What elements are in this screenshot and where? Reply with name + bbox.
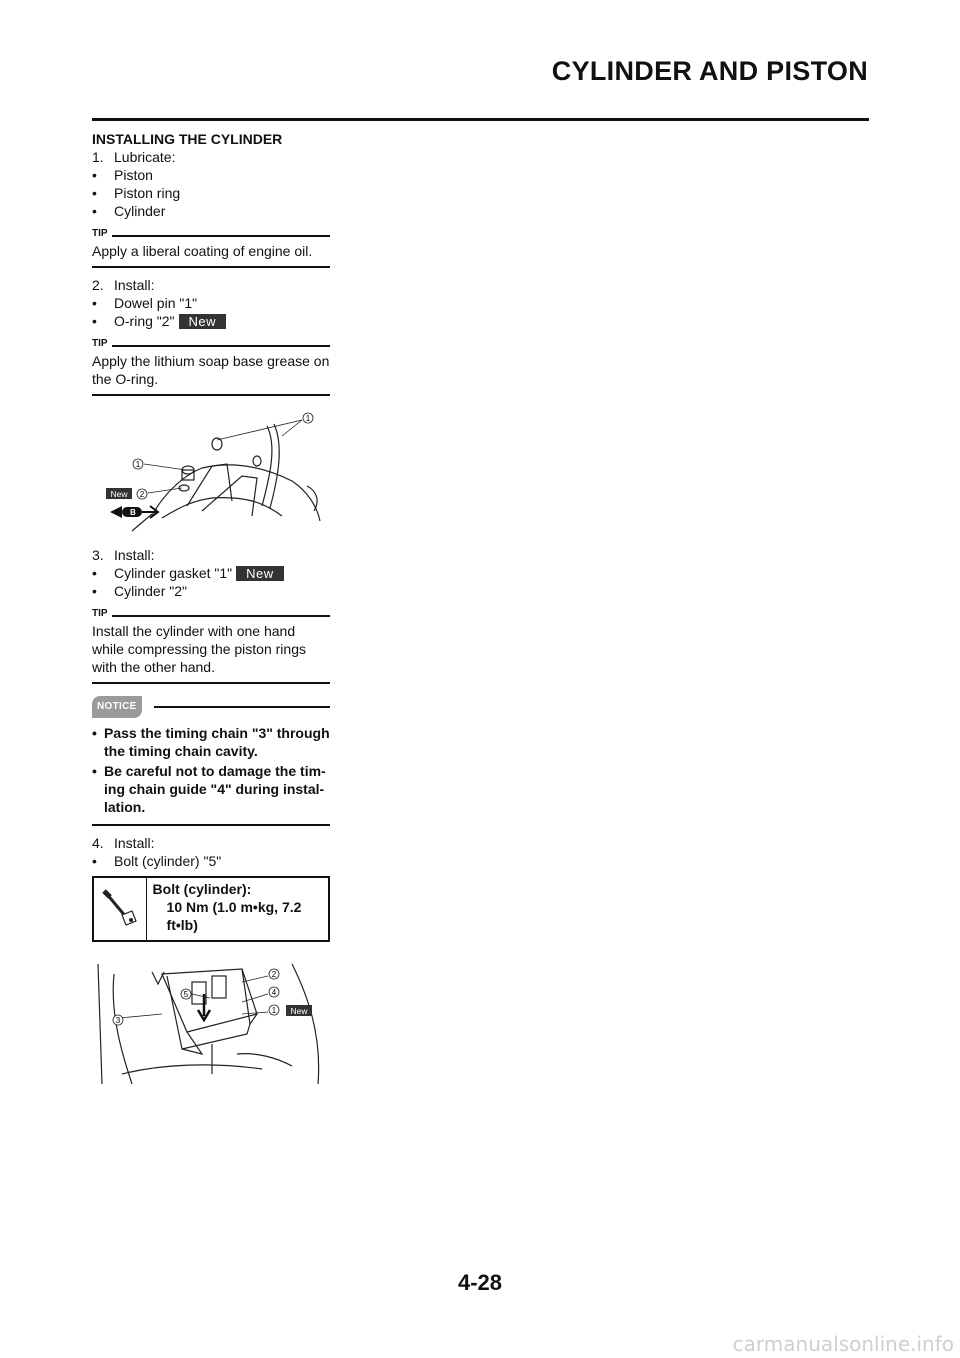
callout-1 bbox=[269, 1005, 279, 1015]
spec-name: Bolt (cylinder): bbox=[152, 881, 252, 897]
callout-1-left bbox=[133, 459, 143, 469]
svg-text:4: 4 bbox=[271, 988, 277, 997]
notice-label: NOTICE bbox=[92, 696, 142, 718]
list-item: • Cylinder gasket "1" New bbox=[92, 564, 330, 582]
svg-text:2: 2 bbox=[139, 490, 145, 499]
left-column bbox=[92, 128, 330, 1093]
figure-cylinder-install bbox=[92, 954, 330, 1093]
list-item: • Piston bbox=[92, 167, 153, 183]
page-number: 4-28 bbox=[457, 1270, 503, 1295]
list-item: • Bolt (cylinder) "5" bbox=[92, 853, 222, 869]
tip-label: TIP bbox=[92, 338, 108, 349]
step-number: 3. bbox=[92, 547, 104, 563]
list-item: • Piston ring bbox=[92, 185, 181, 201]
torque-spec-box bbox=[92, 876, 330, 942]
notice-header bbox=[92, 696, 330, 718]
step-1-items bbox=[92, 166, 330, 220]
tip-text: Apply a liberal coating of engine oil. bbox=[92, 242, 330, 268]
list-item: • Dowel pin "1" bbox=[92, 295, 198, 311]
svg-text:3: 3 bbox=[115, 1016, 121, 1025]
tip-1 bbox=[92, 228, 330, 268]
svg-text:New: New bbox=[110, 489, 128, 499]
new-part-badge: New bbox=[236, 566, 284, 581]
step-2-items bbox=[92, 294, 330, 330]
svg-text:New: New bbox=[290, 1006, 308, 1016]
step-label: Lubricate: bbox=[114, 149, 176, 165]
title-rule bbox=[92, 118, 869, 121]
figure-dowel-pin-oring bbox=[92, 406, 330, 540]
tip-text: Apply the lithium soap base grease on the O-ring. bbox=[92, 352, 330, 396]
section-heading: INSTALLING THE CYLINDER bbox=[92, 131, 283, 147]
cylinder-illustration bbox=[92, 954, 330, 1089]
svg-text:2: 2 bbox=[271, 970, 277, 979]
crankcase-illustration bbox=[92, 406, 330, 536]
callout-4 bbox=[269, 987, 279, 997]
tip-2 bbox=[92, 338, 330, 396]
step-4 bbox=[92, 834, 330, 852]
step-number: 4. bbox=[92, 835, 104, 851]
step-3 bbox=[92, 546, 330, 564]
svg-text:1: 1 bbox=[305, 414, 311, 423]
callout-3 bbox=[113, 1015, 123, 1025]
step-label: Install: bbox=[114, 277, 155, 293]
tip-label: TIP bbox=[92, 608, 108, 619]
step-1 bbox=[92, 148, 330, 166]
watermark: carmanualsonline.info bbox=[732, 1332, 954, 1356]
new-part-badge bbox=[106, 488, 132, 499]
tip-3 bbox=[92, 608, 330, 684]
tip-text: Install the cylinder with one hand while compressing the piston rings with the other hand. bbox=[92, 622, 330, 684]
new-part-badge: New bbox=[179, 314, 227, 329]
callout-2 bbox=[137, 489, 147, 499]
step-number: 2. bbox=[92, 277, 104, 293]
step-number: 1. bbox=[92, 149, 104, 165]
svg-text:5: 5 bbox=[183, 990, 189, 999]
callout-2 bbox=[269, 969, 279, 979]
list-item: • Pass the timing chain "3" through the timing chain cavity. bbox=[92, 725, 330, 759]
lithium-grease-icon bbox=[110, 506, 158, 518]
step-4-items bbox=[92, 852, 330, 870]
step-label: Install: bbox=[114, 835, 155, 851]
step-3-items bbox=[92, 564, 330, 600]
callout-5 bbox=[181, 989, 191, 999]
torque-wrench-icon bbox=[100, 887, 140, 931]
spec-value: 10 Nm (1.0 m•kg, 7.2 ft•lb) bbox=[166, 899, 302, 933]
list-item: • O-ring "2" New bbox=[92, 312, 330, 330]
new-part-badge bbox=[286, 1005, 312, 1016]
list-item: • Be careful not to damage the tim-ing chain guide "4" during instal-lation. bbox=[92, 763, 326, 815]
svg-text:1: 1 bbox=[271, 1006, 277, 1015]
list-item: • Cylinder "2" bbox=[92, 583, 187, 599]
notice-items bbox=[92, 724, 330, 826]
svg-text:B: B bbox=[130, 508, 136, 517]
step-2 bbox=[92, 276, 330, 294]
list-item: • Cylinder bbox=[92, 203, 166, 219]
page-title: CYLINDER AND PISTON bbox=[551, 56, 868, 86]
step-label: Install: bbox=[114, 547, 155, 563]
svg-text:1: 1 bbox=[135, 460, 141, 469]
callout-1-top bbox=[303, 413, 313, 423]
tip-label: TIP bbox=[92, 228, 108, 239]
